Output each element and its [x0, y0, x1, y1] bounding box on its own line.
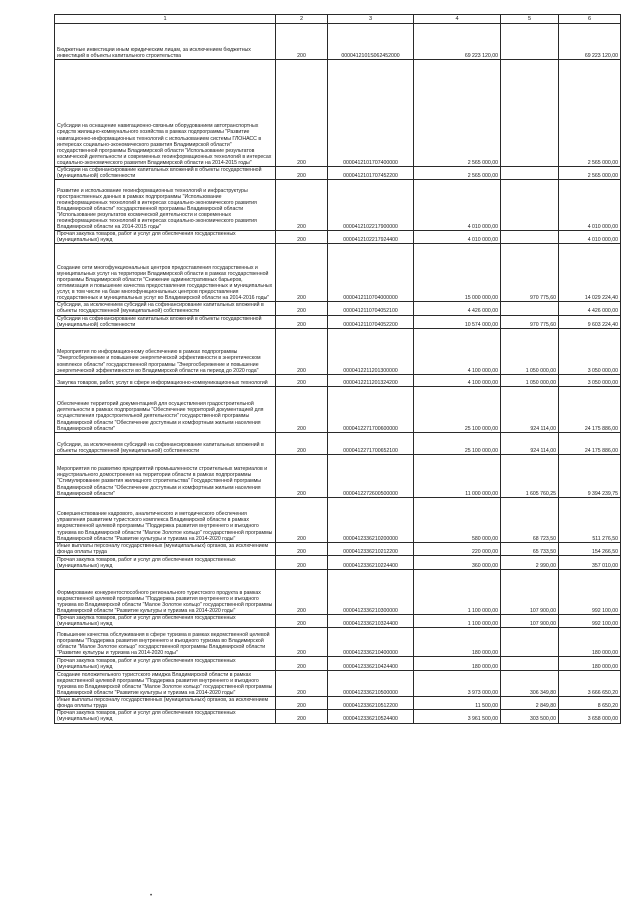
row-executed-amount — [501, 24, 559, 60]
row-approved-amount: 180 000,00 — [414, 657, 501, 671]
row-executed-amount: 303 500,00 — [501, 710, 559, 723]
table-row — [55, 231, 621, 244]
row-description: Мероприятия по развитию предприятий промышленности строительных материалов и индустриального домостроения на территории области в рамках подпрограммы "Стимулирование развития жилищного строительства" Государственной программы Владимирской области "Обеспечение доступным и комфортным жильем населения Владимирской области" — [55, 454, 276, 497]
row-code-column-2: 200 — [276, 180, 328, 231]
row-approved-amount: 3 973 000,00 — [414, 671, 501, 697]
table-row — [55, 555, 621, 569]
table-row — [55, 710, 621, 723]
row-code-column-2: 200 — [276, 386, 328, 432]
row-code-column-2: 200 — [276, 231, 328, 244]
row-remaining-amount: 511 276,50 — [559, 497, 621, 542]
row-remaining-amount: 2 565 000,00 — [559, 60, 621, 167]
row-remaining-amount: 4 010 000,00 — [559, 231, 621, 244]
row-code-column-2: 200 — [276, 657, 328, 671]
row-budget-classification-code: 0000412110704000000 — [328, 244, 414, 302]
row-remaining-amount: 69 223 120,00 — [559, 24, 621, 60]
table-row — [55, 671, 621, 697]
row-remaining-amount: 180 000,00 — [559, 657, 621, 671]
row-description: Закупка товаров, работ, услуг в сфере информационно-коммуникационных технологий — [55, 374, 276, 386]
row-approved-amount: 10 574 000,00 — [414, 315, 501, 328]
row-description: Развитие и использование геоинформационных технологий и инфраструктуры пространственных данных в рамках подпрограммы "Использование геоинформационных технологий в интересах социально-экономического развития Владимирской области" государственной программы Владимирской области "Использование результатов космической деятельности и современных геоинформационных технологий в интересах социально-экономического развития Владимирской области на 2014-2015 годы" — [55, 180, 276, 231]
row-remaining-amount: 154 266,50 — [559, 542, 621, 555]
row-remaining-amount: 24 175 886,00 — [559, 432, 621, 454]
row-executed-amount — [501, 657, 559, 671]
row-remaining-amount: 3 050 000,00 — [559, 328, 621, 374]
column-number-6: 6 — [559, 15, 621, 24]
row-code-column-2: 200 — [276, 497, 328, 542]
row-description: Обеспечение территорий документацией для осуществления градостроительной деятельности в рамках подпрограммы "Обеспечение территорий документацией для осуществления градостроительной деятельности" государственной программы Владимирской области "Обеспечение доступным и комфортным жильем населения Владимирской области" — [55, 386, 276, 432]
column-number-4: 4 — [414, 15, 501, 24]
row-budget-classification-code: 0000412101707400000 — [328, 60, 414, 167]
row-description: Прочая закупка товаров, работ и услуг для обеспечения государственных (муниципальных) нужд — [55, 231, 276, 244]
row-budget-classification-code: 0000412336210424400 — [328, 657, 414, 671]
row-remaining-amount: 3 658 000,00 — [559, 710, 621, 723]
table-row — [55, 244, 621, 302]
row-approved-amount: 4 100 000,00 — [414, 374, 501, 386]
row-approved-amount: 11 500,00 — [414, 697, 501, 710]
row-description: Создание положительного туристского имиджа Владимирской области в рамках ведомственной целевой программы "Поддержка развития внутреннего и въездного туризма во Владимирской области "Малое Золотое кольцо" государственной программы Владимирской области "Развитие культуры и туризма на 2014-2020 годы" — [55, 671, 276, 697]
row-executed-amount: 970 775,60 — [501, 315, 559, 328]
table-row — [55, 315, 621, 328]
row-budget-classification-code: 0000412336210224400 — [328, 555, 414, 569]
row-budget-classification-code: 0000412101707452200 — [328, 167, 414, 180]
row-approved-amount: 580 000,00 — [414, 497, 501, 542]
row-description: Прочая закупка товаров, работ и услуг для обеспечения государственных (муниципальных) нужд — [55, 657, 276, 671]
table-row — [55, 542, 621, 555]
row-code-column-2: 200 — [276, 671, 328, 697]
row-approved-amount: 2 565 000,00 — [414, 60, 501, 167]
row-description: Создание сети многофункциональных центров предоставления государственных и муниципальных услуг на территории Владимирской области в рамках государственной программы Владимирской области "Снижение административных барьеров, оптимизация и повышение качества предоставления государственных и муниципальных услуг, в том числе на базе многофункциональных центров предоставления государственных и муниципальных услуг во Владимирской области на 2014-2016 годы" — [55, 244, 276, 302]
table-row — [55, 24, 621, 60]
row-executed-amount — [501, 628, 559, 657]
row-approved-amount: 1 100 000,00 — [414, 614, 501, 627]
row-executed-amount: 2 990,00 — [501, 555, 559, 569]
row-description: Субсидии на софинансирование капитальных вложений в объекты государственной (муниципальной) собственности — [55, 315, 276, 328]
table-row — [55, 569, 621, 614]
table-row — [55, 454, 621, 497]
row-code-column-2: 200 — [276, 569, 328, 614]
row-executed-amount: 1 605 760,25 — [501, 454, 559, 497]
row-approved-amount: 1 100 000,00 — [414, 569, 501, 614]
row-remaining-amount: 8 650,20 — [559, 697, 621, 710]
row-executed-amount — [501, 167, 559, 180]
row-executed-amount: 924 114,00 — [501, 432, 559, 454]
row-budget-classification-code: 0000412336210524400 — [328, 710, 414, 723]
table-row — [55, 628, 621, 657]
row-description: Прочая закупка товаров, работ и услуг для обеспечения государственных (муниципальных) нужд — [55, 555, 276, 569]
row-approved-amount: 2 565 000,00 — [414, 167, 501, 180]
row-budget-classification-code: 0000412271700652100 — [328, 432, 414, 454]
row-budget-classification-code: 0000412336210324400 — [328, 614, 414, 627]
row-code-column-2: 200 — [276, 432, 328, 454]
row-executed-amount: 65 733,50 — [501, 542, 559, 555]
row-description: Прочая закупка товаров, работ и услуг для обеспечения государственных (муниципальных) нужд — [55, 710, 276, 723]
row-remaining-amount: 14 029 224,40 — [559, 244, 621, 302]
row-remaining-amount: 992 100,00 — [559, 569, 621, 614]
row-approved-amount: 25 100 000,00 — [414, 432, 501, 454]
row-code-column-2: 200 — [276, 710, 328, 723]
row-code-column-2: 200 — [276, 328, 328, 374]
row-executed-amount: 2 849,80 — [501, 697, 559, 710]
row-budget-classification-code: 0000412102217924400 — [328, 231, 414, 244]
row-budget-classification-code: 0000412336210200000 — [328, 497, 414, 542]
row-approved-amount: 69 223 120,00 — [414, 24, 501, 60]
table-row — [55, 302, 621, 315]
column-number-1: 1 — [55, 15, 276, 24]
table-row — [55, 614, 621, 627]
row-remaining-amount: 992 100,00 — [559, 614, 621, 627]
row-description: Прочая закупка товаров, работ и услуг для обеспечения государственных (муниципальных) нужд — [55, 614, 276, 627]
row-description: Совершенствование кадрового, аналитического и методического обеспечения управления развитием туристского комплекса Владимирской области в рамках ведомственной целевой программы "Поддержка развития внутреннего и въездного туризма во Владимирской области "Малое Золотое кольцо" государственной программы Владимирской области "Развитие культуры и туризма на 2014-2020 годы" — [55, 497, 276, 542]
row-approved-amount: 3 961 500,00 — [414, 710, 501, 723]
row-executed-amount — [501, 180, 559, 231]
row-executed-amount — [501, 231, 559, 244]
row-executed-amount: 306 349,80 — [501, 671, 559, 697]
table-row — [55, 328, 621, 374]
row-executed-amount — [501, 302, 559, 315]
column-number-row — [55, 15, 621, 24]
table-row — [55, 657, 621, 671]
row-remaining-amount: 24 175 886,00 — [559, 386, 621, 432]
row-code-column-2: 200 — [276, 167, 328, 180]
row-description: Бюджетные инвестиции иным юридическим лицам, за исключением бюджетных инвестиций в объекты капитального строительства — [55, 24, 276, 60]
table-row — [55, 497, 621, 542]
row-description: Повышение качества обслуживания в сфере туризма в рамках ведомственной целевой программы "Поддержка развития внутреннего и въездного туризма во Владимирской области "Малое Золотое кольцо" государственной программы Владимирской области "Развитие культуры и туризма на 2014-2020 годы" — [55, 628, 276, 657]
column-number-5: 5 — [501, 15, 559, 24]
row-budget-classification-code: 0000412271700600000 — [328, 386, 414, 432]
row-executed-amount: 924 114,00 — [501, 386, 559, 432]
row-code-column-2: 200 — [276, 697, 328, 710]
row-budget-classification-code: 0000412336210512200 — [328, 697, 414, 710]
row-approved-amount: 15 000 000,00 — [414, 244, 501, 302]
row-remaining-amount: 357 010,00 — [559, 555, 621, 569]
row-budget-classification-code: 0000412272600500000 — [328, 454, 414, 497]
column-number-2: 2 — [276, 15, 328, 24]
budget-table-body — [55, 15, 621, 724]
row-executed-amount: 68 723,50 — [501, 497, 559, 542]
table-row — [55, 374, 621, 386]
row-description: Субсидии, за исключением субсидий на софинансирование капитальных вложений в объекты государственной (муниципальной) собственности — [55, 432, 276, 454]
table-row — [55, 167, 621, 180]
row-executed-amount: 107 900,00 — [501, 614, 559, 627]
row-budget-classification-code: 0000412336210300000 — [328, 569, 414, 614]
table-row — [55, 60, 621, 167]
row-remaining-amount: 4 426 000,00 — [559, 302, 621, 315]
row-description: Формирование конкурентоспособного регионального туристского продукта в рамках ведомственной целевой программы "Поддержка развития внутреннего и въездного туризма во Владимирской области "Малое Золотое кольцо" государственной программы Владимирской области "Развитие культуры и туризма на 2014-2020 годы" — [55, 569, 276, 614]
row-budget-classification-code: 0000412336210500000 — [328, 671, 414, 697]
row-budget-classification-code: 0000412336210212200 — [328, 542, 414, 555]
table-row — [55, 432, 621, 454]
row-remaining-amount: 2 565 000,00 — [559, 167, 621, 180]
row-description: Субсидии на софинансирование капитальных вложений в объекты государственной (муниципальной) собственности — [55, 167, 276, 180]
row-budget-classification-code: 0000412110704052200 — [328, 315, 414, 328]
row-code-column-2: 200 — [276, 60, 328, 167]
scan-dot: • — [150, 893, 153, 899]
row-code-column-2: 200 — [276, 315, 328, 328]
row-executed-amount — [501, 60, 559, 167]
row-code-column-2: 200 — [276, 614, 328, 627]
row-approved-amount: 180 000,00 — [414, 628, 501, 657]
row-code-column-2: 200 — [276, 555, 328, 569]
row-code-column-2: 200 — [276, 542, 328, 555]
row-approved-amount: 4 010 000,00 — [414, 231, 501, 244]
row-code-column-2: 200 — [276, 244, 328, 302]
row-remaining-amount: 4 010 000,00 — [559, 180, 621, 231]
column-number-3: 3 — [328, 15, 414, 24]
row-approved-amount: 4 010 000,00 — [414, 180, 501, 231]
row-budget-classification-code: 0000412101S062452000 — [328, 24, 414, 60]
row-approved-amount: 4 426 000,00 — [414, 302, 501, 315]
row-executed-amount: 1 050 000,00 — [501, 374, 559, 386]
row-approved-amount: 360 000,00 — [414, 555, 501, 569]
row-executed-amount: 107 900,00 — [501, 569, 559, 614]
row-approved-amount: 25 100 000,00 — [414, 386, 501, 432]
row-description: Субсидии, за исключением субсидий на софинансирование капитальных вложений в объекты государственной (муниципальной) собственности — [55, 302, 276, 315]
row-budget-classification-code: 0000412336210400000 — [328, 628, 414, 657]
row-approved-amount: 220 000,00 — [414, 542, 501, 555]
table-row — [55, 386, 621, 432]
table-row — [55, 697, 621, 710]
row-description: Субсидии на оснащение навигационно-связным оборудованием автотранспортных средств жилищно-коммунального хозяйства в рамках подпрограммы "Развитие навигационно-информационных технологий с использованием системы ГЛОНАСС в интересах социально-экономического развития Владимирской области" государственной программы Владимирской области "Использование результатов космической деятельности и современных геоинформационных технологий в интересах социально-экономического развития Владимирской области на 2014-2015 годы" — [55, 60, 276, 167]
row-code-column-2: 200 — [276, 374, 328, 386]
row-approved-amount: 11 000 000,00 — [414, 454, 501, 497]
row-budget-classification-code: 0000412102217900000 — [328, 180, 414, 231]
row-executed-amount: 1 050 000,00 — [501, 328, 559, 374]
row-code-column-2: 200 — [276, 302, 328, 315]
row-code-column-2: 200 — [276, 24, 328, 60]
row-budget-classification-code: 0000412211201300000 — [328, 328, 414, 374]
row-executed-amount: 970 775,60 — [501, 244, 559, 302]
row-remaining-amount: 180 000,00 — [559, 628, 621, 657]
row-remaining-amount: 3 050 000,00 — [559, 374, 621, 386]
row-code-column-2: 200 — [276, 454, 328, 497]
row-remaining-amount: 9 394 239,75 — [559, 454, 621, 497]
budget-document — [54, 14, 620, 724]
budget-table — [54, 14, 621, 724]
row-code-column-2: 200 — [276, 628, 328, 657]
row-budget-classification-code: 0000412211201324200 — [328, 374, 414, 386]
table-row — [55, 180, 621, 231]
row-remaining-amount: 3 666 650,20 — [559, 671, 621, 697]
row-description: Мероприятия по информационному обеспечению в рамках подпрограммы "Энергосбережение и повышение энергетической эффективности в энергетическом комплексе области" государственной программы "Энергосбережение и повышение энергетической эффективности во Владимирской области на период до 2020 года" — [55, 328, 276, 374]
row-budget-classification-code: 0000412110704052100 — [328, 302, 414, 315]
row-description: Иные выплаты персоналу государственных (муниципальных) органов, за исключением фонда оплаты труда — [55, 697, 276, 710]
row-approved-amount: 4 100 000,00 — [414, 328, 501, 374]
row-remaining-amount: 9 603 224,40 — [559, 315, 621, 328]
row-description: Иные выплаты персоналу государственных (муниципальных) органов, за исключением фонда оплаты труда — [55, 542, 276, 555]
